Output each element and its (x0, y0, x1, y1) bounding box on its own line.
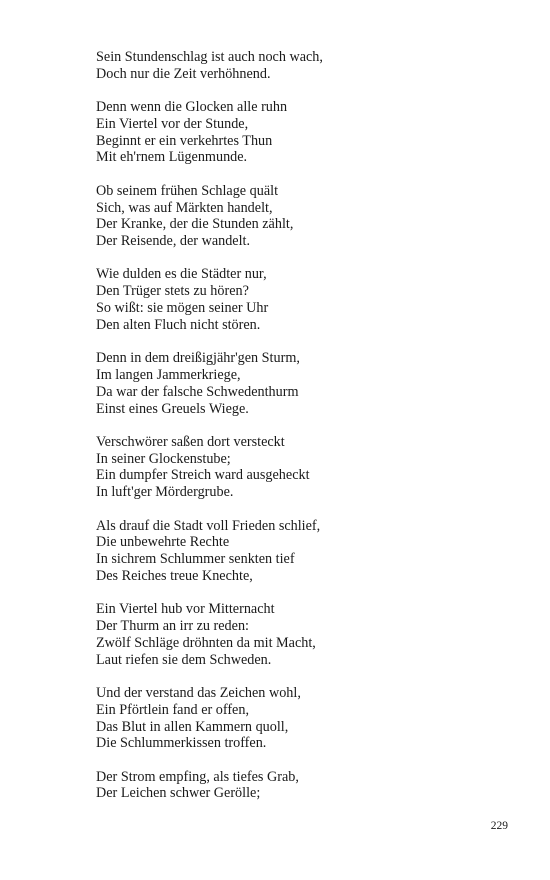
stanza (96, 350, 516, 417)
poem-line: Doch nur die Zeit verhöhnend. (96, 65, 271, 82)
poem-line: Da war der falsche Schwedenthurm (96, 383, 299, 400)
poem-line: In sichrem Schlummer senkten tief (96, 551, 295, 568)
poem-line: Der Reisende, der wandelt. (96, 233, 251, 250)
poem-line: Sich, was auf Märkten handelt, (96, 199, 273, 216)
poem-line: Ein dumpfer Streich ward ausgeheckt (96, 467, 310, 484)
poem-line: Der Strom empfing, als tiefes Grab, (96, 768, 299, 785)
stanza (96, 99, 516, 166)
poem-line: In seiner Glockenstube; (96, 450, 231, 467)
poem-line: Zwölf Schläge dröhnten da mit Macht, (96, 634, 316, 651)
stanza (96, 266, 516, 333)
poem-line: Denn wenn die Glocken alle ruhn (96, 99, 288, 116)
poem-line: Einst eines Greuels Wiege. (96, 400, 249, 417)
stanza (96, 518, 516, 585)
poem-line: Den alten Fluch nicht stören. (96, 316, 261, 333)
poem-line: Ein Pförtlein fand er offen, (96, 701, 249, 718)
stanza (96, 183, 516, 250)
poem-line: Der Kranke, der die Stunden zählt, (96, 216, 294, 233)
poem-line: Die unbewehrte Rechte (96, 534, 230, 551)
stanza (96, 685, 516, 752)
poem-line: Der Leichen schwer Gerölle; (96, 785, 261, 802)
poem-line: Ein Viertel hub vor Mitternacht (96, 601, 275, 618)
poem-body (96, 49, 516, 819)
poem-line: Und der verstand das Zeichen wohl, (96, 684, 301, 701)
page-number: 229 (490, 820, 508, 832)
poem-line: Die Schlummerkissen troffen. (96, 735, 267, 752)
poem-line: Denn in dem dreißigjähr'gen Sturm, (96, 350, 300, 367)
stanza (96, 434, 516, 501)
stanza (96, 49, 516, 83)
poem-line: Der Thurm an irr zu reden: (96, 618, 249, 635)
poem-line: Ob seinem frühen Schlage quält (96, 182, 279, 199)
poem-line: So wißt: sie mögen seiner Uhr (96, 300, 269, 317)
stanza (96, 601, 516, 668)
poem-line: Laut riefen sie dem Schweden. (96, 651, 272, 668)
poem-line: Sein Stundenschlag ist auch noch wach, (96, 49, 323, 65)
poem-line: Das Blut in allen Kammern quoll, (96, 718, 289, 735)
poem-line: Des Reiches treue Knechte, (96, 567, 253, 584)
poem-line: Wie dulden es die Städter nur, (96, 266, 267, 283)
poem-line: Mit eh'rnem Lügenmunde. (96, 149, 248, 166)
poem-line: Als drauf die Stadt voll Frieden schlief, (96, 517, 321, 534)
poem-line: Den Trüger stets zu hören? (96, 283, 249, 300)
stanza (96, 769, 516, 803)
poem-line: Verschwörer saßen dort versteckt (96, 433, 285, 450)
poem-line: In luft'ger Mördergrube. (96, 484, 234, 501)
poem-line: Beginnt er ein verkehrtes Thun (96, 132, 273, 149)
poem-line: Ein Viertel vor der Stunde, (96, 115, 249, 132)
poem-line: Im langen Jammerkriege, (96, 366, 241, 383)
